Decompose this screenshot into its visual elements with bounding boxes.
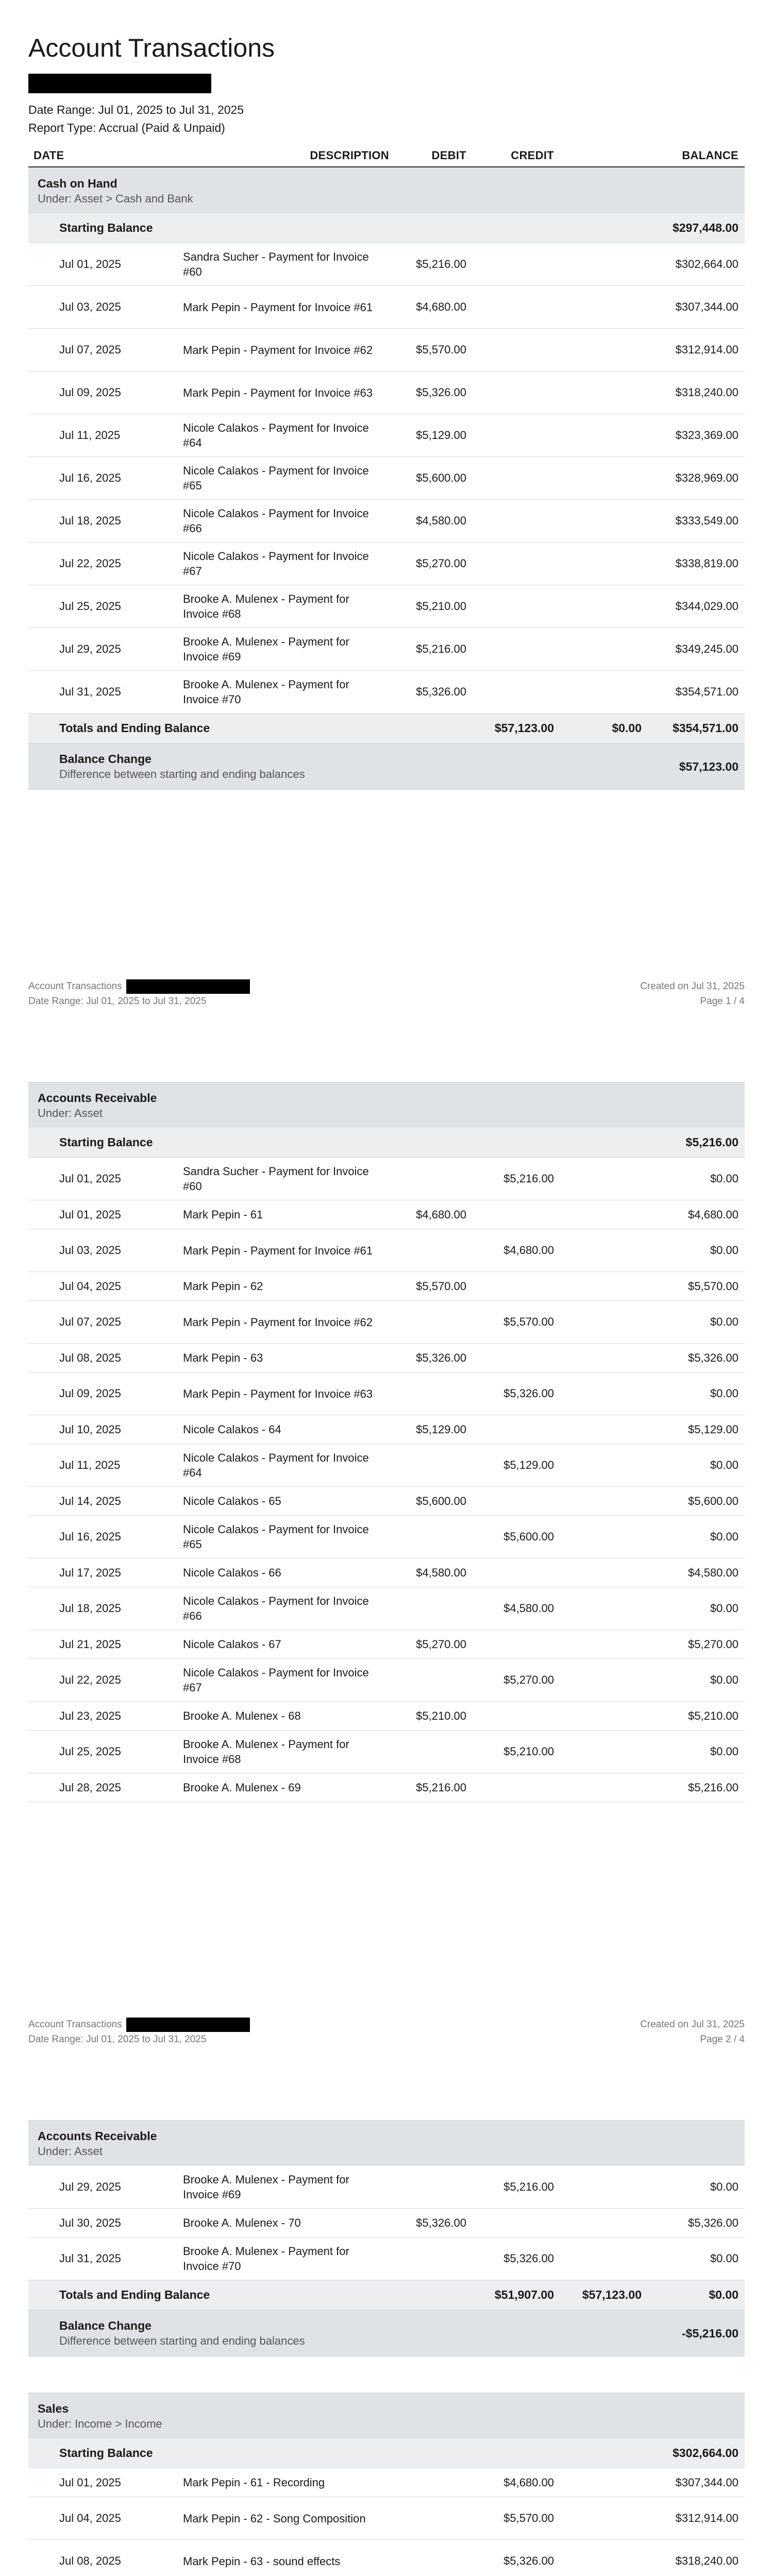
- row-description: Mark Pepin - 61 - Recording: [183, 2476, 325, 2489]
- row-date: Jul 18, 2025: [59, 514, 121, 528]
- row-description: Mark Pepin - 63: [183, 1351, 263, 1365]
- row-date: Jul 10, 2025: [59, 1422, 121, 1436]
- table-row: [28, 2209, 745, 2238]
- row-date: Jul 29, 2025: [59, 642, 121, 656]
- row-debit: $5,570.00: [416, 1279, 466, 1293]
- table-row: [28, 2166, 745, 2209]
- table-row: [28, 671, 745, 714]
- row-date: Jul 08, 2025: [59, 1351, 121, 1364]
- row-description: Brooke A. Mulenex - Payment for Invoice #69: [183, 635, 349, 664]
- account-category: Under: Asset: [38, 2144, 103, 2158]
- row-balance: $0.00: [710, 1673, 738, 1687]
- table-row: [28, 457, 745, 500]
- row-credit: $5,216.00: [503, 1172, 554, 1185]
- row-credit: $5,570.00: [503, 1315, 554, 1329]
- row-description: Mark Pepin - 63 - sound effects: [183, 2554, 341, 2568]
- row-debit: $5,129.00: [416, 429, 466, 442]
- row-date: Jul 30, 2025: [59, 2216, 121, 2229]
- row-date: Jul 31, 2025: [59, 685, 121, 699]
- row-date: Jul 17, 2025: [59, 1566, 121, 1579]
- report-page-3: [0, 2058, 773, 2576]
- row-date: Jul 28, 2025: [59, 1781, 121, 1794]
- row-balance: $318,240.00: [675, 386, 738, 399]
- row-balance: $5,600.00: [688, 1494, 738, 1507]
- row-description: Brooke A. Mulenex - 69: [183, 1781, 301, 1794]
- table-row: [28, 2540, 745, 2576]
- row-debit: $5,216.00: [416, 258, 466, 271]
- table-row: [28, 2497, 745, 2540]
- table-row: [28, 1372, 745, 1415]
- row-debit: $5,210.00: [416, 1709, 466, 1722]
- balance-change-label: Balance Change: [59, 752, 152, 766]
- row-credit: $5,326.00: [503, 2252, 554, 2265]
- col-description: DESCRIPTION: [310, 149, 389, 162]
- row-balance: $0.00: [710, 1387, 738, 1400]
- row-description: Nicole Calakos - Payment for Invoice #64: [183, 1451, 369, 1480]
- row-description: Mark Pepin - Payment for Invoice #62: [183, 1315, 373, 1329]
- table-row: [28, 1516, 745, 1558]
- table-row: [28, 371, 745, 414]
- account-name: Sales: [38, 2401, 69, 2415]
- table-row: [28, 286, 745, 329]
- row-date: Jul 03, 2025: [59, 1244, 121, 1257]
- row-credit: $4,580.00: [503, 1602, 554, 1615]
- row-date: Jul 16, 2025: [59, 1530, 121, 1544]
- starting-balance-label: Starting Balance: [59, 221, 153, 235]
- balance-change-row: [28, 743, 745, 789]
- row-debit: $5,600.00: [416, 471, 466, 485]
- row-balance: $307,344.00: [675, 300, 738, 314]
- row-balance: $0.00: [710, 1244, 738, 1257]
- row-balance: $0.00: [710, 1530, 738, 1544]
- footer-report-name: Account Transactions: [28, 2019, 122, 2030]
- row-description: Nicole Calakos - Payment for Invoice #65: [183, 464, 369, 493]
- row-date: Jul 01, 2025: [59, 1172, 121, 1185]
- date-range: Date Range: Jul 01, 2025 to Jul 31, 2025: [28, 103, 244, 116]
- table-row: [28, 543, 745, 585]
- row-description: Brooke A. Mulenex - 70: [183, 2216, 301, 2230]
- row-credit: $5,600.00: [503, 1530, 554, 1544]
- row-credit: $4,680.00: [503, 2476, 554, 2489]
- row-credit: $5,216.00: [503, 2180, 554, 2194]
- row-balance: $0.00: [710, 2180, 738, 2194]
- table-row: [28, 1200, 745, 1229]
- row-balance: $312,914.00: [675, 343, 738, 357]
- row-credit: $5,270.00: [503, 1673, 554, 1687]
- row-debit: $4,580.00: [416, 514, 466, 528]
- report-type: Report Type: Accrual (Paid & Unpaid): [28, 121, 225, 134]
- starting-balance-value: $297,448.00: [673, 221, 738, 235]
- row-balance: $0.00: [710, 1745, 738, 1758]
- totals-row: [28, 2280, 745, 2310]
- footer-date-range: Date Range: Jul 01, 2025 to Jul 31, 2025: [28, 996, 207, 1007]
- row-balance: $328,969.00: [675, 471, 738, 485]
- row-description: Nicole Calakos - Payment for Invoice #65: [183, 1522, 369, 1551]
- row-description: Nicole Calakos - 64: [183, 1423, 281, 1436]
- row-debit: $4,680.00: [416, 300, 466, 314]
- footer-created: Created on Jul 31, 2025: [640, 2019, 745, 2030]
- row-balance: $0.00: [710, 2252, 738, 2265]
- total-credit: $0.00: [612, 721, 642, 735]
- totals-row: [28, 714, 745, 743]
- footer-created: Created on Jul 31, 2025: [640, 981, 745, 992]
- table-row: [28, 2468, 745, 2497]
- row-description: Nicole Calakos - Payment for Invoice #66: [183, 506, 369, 535]
- redacted-company-name: [28, 74, 211, 93]
- row-debit: $5,270.00: [416, 1637, 466, 1651]
- table-row: [28, 1301, 745, 1344]
- row-date: Jul 29, 2025: [59, 2180, 121, 2194]
- starting-balance-value: $302,664.00: [673, 2446, 738, 2460]
- row-debit: $5,326.00: [416, 386, 466, 399]
- row-description: Nicole Calakos - Payment for Invoice #67: [183, 1666, 369, 1694]
- cash-transactions: [28, 243, 745, 714]
- row-balance: $349,245.00: [675, 642, 738, 656]
- report-title: Account Transactions: [28, 33, 275, 62]
- balance-change-row: [28, 2310, 745, 2356]
- row-date: Jul 09, 2025: [59, 1387, 121, 1400]
- row-debit: $5,216.00: [416, 1781, 466, 1794]
- total-debit: $57,123.00: [494, 721, 554, 735]
- row-date: Jul 16, 2025: [59, 471, 121, 485]
- balance-change-description: Difference between starting and ending balances: [59, 2334, 305, 2348]
- table-row: [28, 329, 745, 371]
- footer-report-name: Account Transactions: [28, 981, 122, 992]
- row-description: Mark Pepin - 62: [183, 1280, 263, 1293]
- row-description: Mark Pepin - 61: [183, 1208, 263, 1222]
- table-row: [28, 585, 745, 628]
- row-description: Brooke A. Mulenex - Payment for Invoice #70: [183, 677, 349, 706]
- row-debit: $5,270.00: [416, 557, 466, 570]
- row-description: Brooke A. Mulenex - Payment for Invoice #68: [183, 1737, 349, 1766]
- table-row: [28, 1659, 745, 1702]
- table-row: [28, 1630, 745, 1659]
- starting-balance-label: Starting Balance: [59, 1136, 153, 1149]
- row-credit: $5,210.00: [503, 1745, 554, 1758]
- row-debit: $4,580.00: [416, 1566, 466, 1579]
- row-credit: $5,326.00: [503, 2554, 554, 2568]
- account-header-ar-cont: [28, 2120, 745, 2166]
- totals-label: Totals and Ending Balance: [59, 721, 210, 735]
- account-name: Cash on Hand: [38, 177, 117, 190]
- table-row: [28, 1229, 745, 1272]
- balance-change-description: Difference between starting and ending balances: [59, 768, 305, 781]
- row-balance: $5,570.00: [688, 1279, 738, 1293]
- footer-page-number: Page 1 / 4: [700, 996, 745, 1007]
- starting-balance-value: $5,216.00: [685, 1136, 738, 1149]
- account-header-sales: [28, 2393, 745, 2438]
- row-balance: $0.00: [710, 1172, 738, 1185]
- table-row: [28, 1731, 745, 1773]
- row-date: Jul 07, 2025: [59, 343, 121, 357]
- table-row: [28, 628, 745, 671]
- balance-change-value: $57,123.00: [679, 760, 738, 774]
- column-headers: [28, 147, 745, 167]
- table-row: [28, 1487, 745, 1516]
- starting-balance-row: [28, 1128, 745, 1158]
- row-balance: $344,029.00: [675, 600, 738, 613]
- table-row: [28, 243, 745, 286]
- row-balance: $302,664.00: [675, 258, 738, 271]
- row-balance: $4,580.00: [688, 1566, 738, 1579]
- account-name: Accounts Receivable: [38, 1091, 157, 1105]
- row-date: Jul 11, 2025: [59, 429, 121, 442]
- row-description: Nicole Calakos - Payment for Invoice #67: [183, 549, 369, 578]
- table-row: [28, 414, 745, 457]
- totals-label: Totals and Ending Balance: [59, 2288, 210, 2302]
- row-balance: $0.00: [710, 1459, 738, 1472]
- row-balance: $5,216.00: [688, 1781, 738, 1794]
- row-description: Mark Pepin - Payment for Invoice #61: [183, 300, 373, 314]
- row-date: Jul 23, 2025: [59, 1709, 121, 1722]
- row-credit: $5,326.00: [503, 1387, 554, 1400]
- row-date: Jul 18, 2025: [59, 1602, 121, 1615]
- page-footer: [28, 2017, 745, 2058]
- row-credit: $4,680.00: [503, 1244, 554, 1257]
- row-date: Jul 25, 2025: [59, 1745, 121, 1758]
- row-balance: $312,914.00: [675, 2512, 738, 2525]
- col-balance: BALANCE: [682, 149, 738, 162]
- col-date: DATE: [33, 149, 64, 162]
- row-debit: $5,129.00: [416, 1422, 466, 1436]
- row-balance: $307,344.00: [675, 2476, 738, 2489]
- footer-date-range: Date Range: Jul 01, 2025 to Jul 31, 2025: [28, 2034, 207, 2045]
- balance-change-label: Balance Change: [59, 2319, 152, 2333]
- row-debit: $4,680.00: [416, 1208, 466, 1221]
- row-balance: $5,326.00: [688, 2216, 738, 2229]
- report-page-2: [0, 1020, 773, 2058]
- row-description: Mark Pepin - Payment for Invoice #63: [183, 386, 373, 399]
- row-credit: $5,570.00: [503, 2512, 554, 2525]
- starting-balance-label: Starting Balance: [59, 2446, 153, 2460]
- redacted-footer-company: [126, 979, 250, 994]
- redacted-footer-company: [126, 2018, 250, 2032]
- row-date: Jul 04, 2025: [59, 1279, 121, 1293]
- row-debit: $5,326.00: [416, 685, 466, 699]
- table-row: [28, 1272, 745, 1301]
- col-debit: DEBIT: [431, 149, 466, 162]
- row-description: Nicole Calakos - 65: [183, 1495, 281, 1508]
- row-date: Jul 01, 2025: [59, 258, 121, 271]
- row-balance: $323,369.00: [675, 429, 738, 442]
- starting-balance-row: [28, 213, 745, 243]
- account-header-ar: [28, 1082, 745, 1128]
- col-credit: CREDIT: [511, 149, 554, 162]
- row-balance: $338,819.00: [675, 557, 738, 570]
- table-row: [28, 1773, 745, 1802]
- row-date: Jul 03, 2025: [59, 300, 121, 314]
- row-credit: $5,129.00: [503, 1459, 554, 1472]
- table-row: [28, 1158, 745, 1200]
- row-description: Nicole Calakos - Payment for Invoice #64: [183, 421, 369, 450]
- table-row: [28, 1444, 745, 1487]
- row-description: Mark Pepin - Payment for Invoice #62: [183, 343, 373, 357]
- account-category: Under: Asset > Cash and Bank: [38, 192, 193, 205]
- account-category: Under: Income > Income: [38, 2417, 162, 2430]
- row-balance: $5,129.00: [688, 1422, 738, 1436]
- row-description: Brooke A. Mulenex - Payment for Invoice #69: [183, 2173, 349, 2201]
- total-balance: $354,571.00: [673, 721, 738, 735]
- row-date: Jul 14, 2025: [59, 1494, 121, 1507]
- row-balance: $5,326.00: [688, 1351, 738, 1364]
- row-debit: $5,600.00: [416, 1494, 466, 1507]
- row-description: Nicole Calakos - 66: [183, 1566, 281, 1580]
- row-debit: $5,216.00: [416, 642, 466, 656]
- row-date: Jul 22, 2025: [59, 1673, 121, 1687]
- row-balance: $354,571.00: [675, 685, 738, 699]
- report-page-1: [0, 0, 773, 1020]
- row-balance: $0.00: [710, 1602, 738, 1615]
- row-description: Brooke A. Mulenex - Payment for Invoice #70: [183, 2244, 349, 2273]
- row-balance: $4,680.00: [688, 1208, 738, 1221]
- table-row: [28, 1587, 745, 1630]
- total-balance: $0.00: [709, 2288, 738, 2302]
- table-row: [28, 1344, 745, 1372]
- account-category: Under: Asset: [38, 1106, 103, 1120]
- row-date: Jul 21, 2025: [59, 1637, 121, 1651]
- row-description: Sandra Sucher - Payment for Invoice #60: [183, 1164, 369, 1193]
- row-date: Jul 01, 2025: [59, 2476, 121, 2489]
- total-credit: $57,123.00: [582, 2288, 642, 2302]
- row-description: Brooke A. Mulenex - 68: [183, 1709, 301, 1723]
- row-balance: $0.00: [710, 1315, 738, 1329]
- row-description: Mark Pepin - Payment for Invoice #61: [183, 1244, 373, 1257]
- ar-transactions: [28, 1158, 745, 1802]
- account-name: Accounts Receivable: [38, 2129, 157, 2143]
- row-date: Jul 22, 2025: [59, 557, 121, 570]
- row-balance: $318,240.00: [675, 2554, 738, 2568]
- sales-transactions: [28, 2468, 745, 2576]
- row-debit: $5,326.00: [416, 2216, 466, 2229]
- row-date: Jul 25, 2025: [59, 600, 121, 613]
- row-balance: $333,549.00: [675, 514, 738, 528]
- row-date: Jul 11, 2025: [59, 1459, 121, 1472]
- table-row: [28, 1702, 745, 1731]
- row-debit: $5,210.00: [416, 600, 466, 613]
- row-date: Jul 04, 2025: [59, 2512, 121, 2525]
- row-date: Jul 31, 2025: [59, 2252, 121, 2265]
- row-date: Jul 08, 2025: [59, 2554, 121, 2568]
- starting-balance-row: [28, 2438, 745, 2468]
- row-debit: $5,570.00: [416, 343, 466, 357]
- balance-change-value: -$5,216.00: [682, 2327, 738, 2341]
- total-debit: $51,907.00: [494, 2288, 554, 2302]
- row-date: Jul 01, 2025: [59, 1208, 121, 1221]
- row-date: Jul 09, 2025: [59, 386, 121, 399]
- row-description: Mark Pepin - Payment for Invoice #63: [183, 1387, 373, 1400]
- row-date: Jul 07, 2025: [59, 1315, 121, 1329]
- ar-transactions-cont: [28, 2166, 745, 2280]
- footer-page-number: Page 2 / 4: [700, 2034, 745, 2045]
- table-row: [28, 1415, 745, 1444]
- table-row: [28, 1558, 745, 1587]
- row-debit: $5,326.00: [416, 1351, 466, 1364]
- row-description: Nicole Calakos - Payment for Invoice #66: [183, 1594, 369, 1623]
- row-balance: $5,210.00: [688, 1709, 738, 1722]
- row-description: Nicole Calakos - 67: [183, 1638, 281, 1651]
- page-footer: [28, 979, 745, 1020]
- row-description: Brooke A. Mulenex - Payment for Invoice #68: [183, 592, 349, 621]
- row-description: Mark Pepin - 62 - Song Composition: [183, 2512, 366, 2525]
- row-description: Sandra Sucher - Payment for Invoice #60: [183, 250, 369, 279]
- table-row: [28, 500, 745, 543]
- table-row: [28, 2238, 745, 2280]
- row-balance: $5,270.00: [688, 1637, 738, 1651]
- account-header-cash: [28, 167, 745, 213]
